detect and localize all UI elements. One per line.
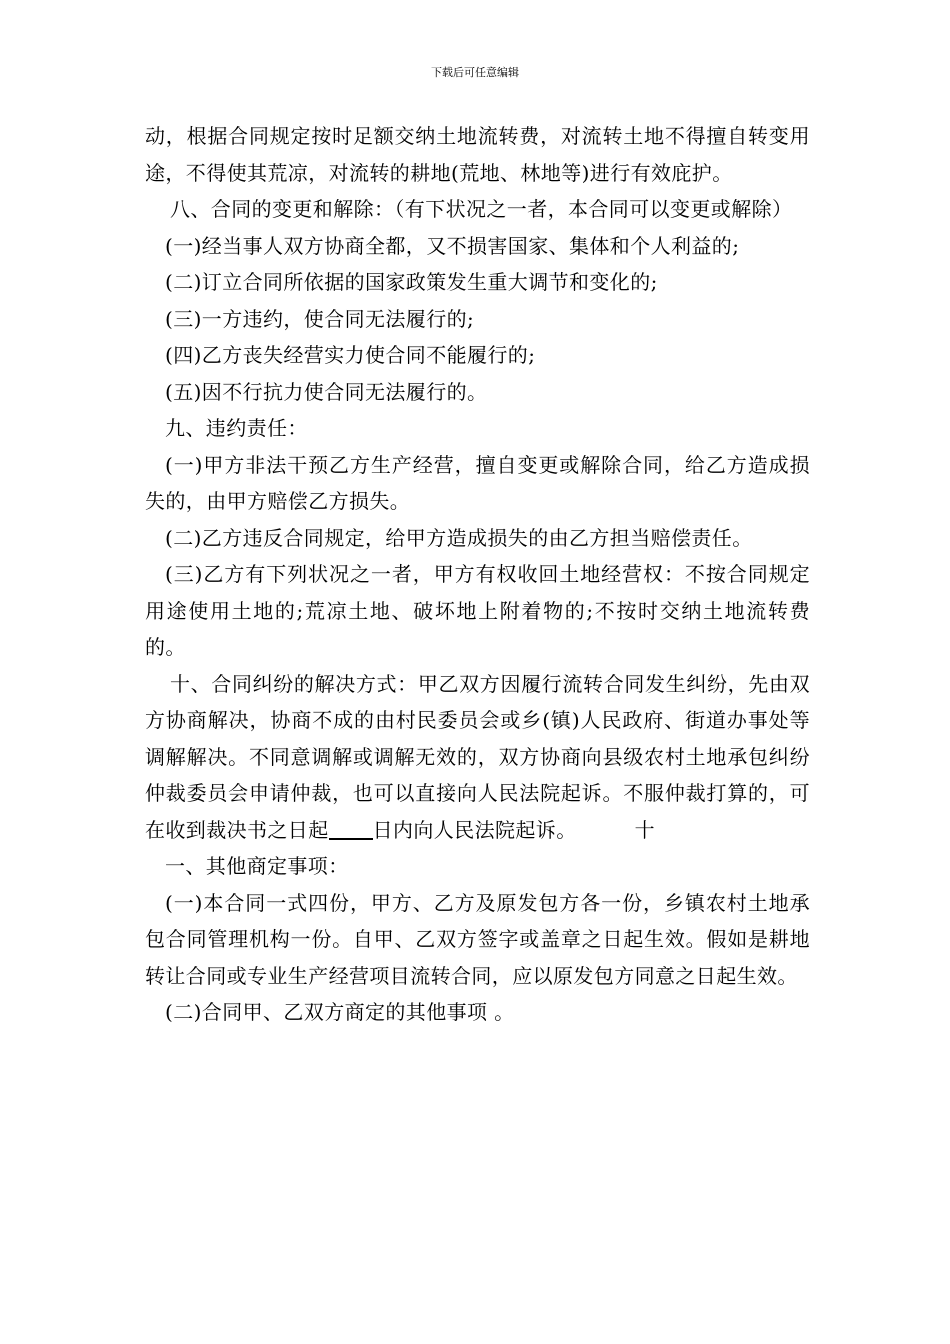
section-heading-10 <box>145 666 810 849</box>
section-heading-8: 八、合同的变更和解除：（有下状况之一者，本合同可以变更或解除） <box>170 197 793 221</box>
section-10-text: 十、合同纠纷的解决方式：甲乙双方因履行流转合同发生纠纷，先由双方协商解决，协商不成的由村民委员会或乡(镇)人民政府、街道办事处等调解解决。不同意调解或调解无效的，双方协商向县级农村土地承包纠纷仲裁委员会申请仲裁，也可以直接向人民法院起诉。不服仲裁打算的，可在收到裁决书之日起 <box>145 671 810 842</box>
list-item: (一)经当事人双方协商全都，又不损害国家、集体和个人利益的; <box>165 233 740 258</box>
list-item: (一)本合同一式四份，甲方、乙方及原发包方各一份，乡镇农村土地承包合同管理机构一份。自甲、乙双方签字或盖章之日起生效。假如是耕地转让合同或专业生产经营项目流转合同，应以原发包方同意之日起生效。 <box>145 890 810 988</box>
page-header: 下载后可任意编辑 <box>431 66 519 79</box>
list-item: (一)甲方非法干预乙方生产经营，擅自变更或解除合同，给乙方造成损失的，由甲方赔偿乙方损失。 <box>145 452 810 513</box>
list-item: (二)乙方违反合同规定，给甲方造成损失的由乙方担当赔偿责任。 <box>165 525 753 550</box>
list-item: (五)因不行抗力使合同无法履行的。 <box>165 379 488 404</box>
fill-in-blank <box>329 816 373 840</box>
list-item: (四)乙方丧失经营实力使合同不能履行的; <box>165 343 536 367</box>
list-item: (三)乙方有下列状况之一者，甲方有权收回土地经营权：不按合同规定用途使用土地的;荒凉土地、破坏地上附着物的;不按时交纳土地流转费的。 <box>145 562 810 659</box>
section-heading-11: 一、其他商定事项： <box>165 854 349 878</box>
list-item: (三)一方违约，使合同无法履行的; <box>165 306 475 331</box>
list-item: (二)合同甲、乙双方商定的其他事项 。 <box>165 1000 515 1024</box>
document-body <box>145 118 810 1031</box>
list-item: (二)订立合同所依据的国家政策发生重大调节和变化的; <box>165 270 658 294</box>
section-heading-9: 九、违约责任： <box>165 416 308 440</box>
section-11-prefix: 十 <box>634 817 656 842</box>
paragraph: 动，根据合同规定按时足额交纳土地流转费，对流转土地不得擅自转变用途，不得使其荒凉，对流转的耕地(荒地、林地等)进行有效庇护。 <box>145 124 810 185</box>
section-10-text-end: 日内向人民法院起诉。 <box>372 817 577 842</box>
